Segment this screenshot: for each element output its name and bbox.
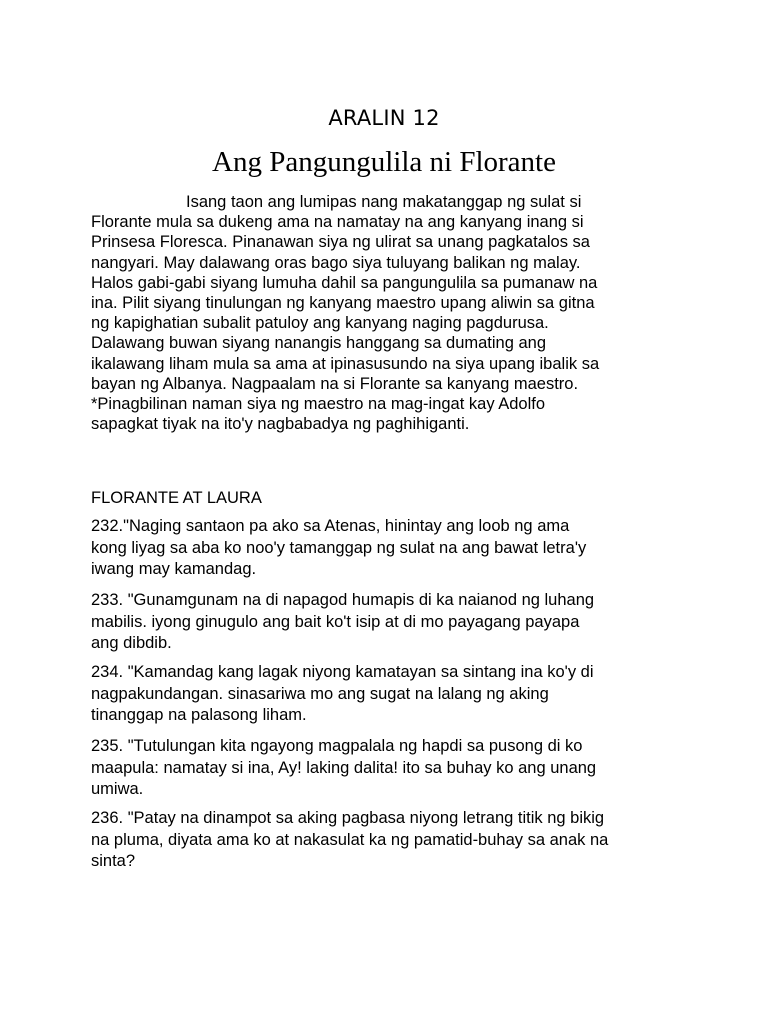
stanza-line: 235. "Tutulungan kita ngayong magpalala ng hapdi sa pusong di ko [91,737,583,755]
summary-line: ina. Pilit siyang tinulungan ng kanyang maestro upang aliwin sa gitna [91,294,595,313]
stanza-233 [91,590,691,655]
summary-line: Isang taon ang lumipas nang makatanggap ng sulat si [186,193,582,211]
summary-line: *Pinagbilinan naman siya ng maestro na mag-ingat kay Adolfo [91,395,546,414]
summary-line: Florante mula sa dukeng ama na namatay na ang kanyang inang si [91,213,584,232]
stanza-line: ang dibdib. [91,634,172,652]
stanza-line: kong liyag sa aba ko noo'y tamanggap ng sulat na ang bawat letra'y [91,538,587,557]
stanza-232 [91,516,691,581]
stanza-line: mabilis. iyong ginugulo ang bait ko't isip at di mo payagang payapa [91,612,580,631]
stanza-line: 236. "Patay na dinampot sa aking pagbasa niyong letrang titik ng bikig [91,809,605,827]
summary-line: Prinsesa Floresca. Pinanawan siya ng ulirat sa unang pagkatalos sa [91,233,590,252]
summary-line: Dalawang buwan siyang nanangis hanggang sa dumating ang [91,334,547,353]
stanza-line: na pluma, diyata ama ko at nakasulat ka ng pamatid-buhay sa anak na [91,830,609,849]
section-heading: FLORANTE AT LAURA [91,489,262,507]
stanza-line: umiwa. [91,780,144,798]
summary-line: Halos gabi-gabi siyang lumuha dahil sa pangungulila sa pumanaw na [91,273,598,292]
stanza-line: 233. "Gunamgunam na di napagod humapis di ka naianod ng luhang [91,591,595,609]
lesson-label: ARALIN 12 [328,106,440,130]
stanza-line: 234. "Kamandag kang lagak niyong kamatayan sa sintang ina ko'y di [91,663,594,681]
stanza-line: sinta? [91,852,136,870]
page-title: Ang Pangungulila ni Florante [212,146,556,178]
summary-paragraph [91,192,691,434]
stanza-line: iwang may kamandag. [91,560,257,578]
summary-line: ikalawang liham mula sa ama at ipinasusundo na siya upang ibalik sa [91,354,600,373]
stanza-236 [91,808,691,873]
summary-line: bayan ng Albanya. Nagpaalam na si Florante sa kanyang maestro. [91,374,579,393]
stanza-line: nagpakundangan. sinasariwa mo ang sugat na lalang ng aking [91,684,549,703]
summary-line: nangyari. May dalawang oras bago siya tuluyang balikan ng malay. [91,253,581,272]
summary-line: sapagkat tiyak na ito'y nagbabadya ng paghihiganti. [91,415,470,434]
stanza-line: 232."Naging santaon pa ako sa Atenas, hinintay ang loob ng ama [91,517,570,535]
stanza-line: maapula: namatay si ina, Ay! laking dalita! ito sa buhay ko ang unang [91,758,597,777]
stanza-line: tinanggap na palasong liham. [91,706,307,724]
stanza-235 [91,736,691,801]
stanza-234 [91,662,691,727]
summary-line: ng kapighatian subalit patuloy ang kanyang naging pagdurusa. [91,314,549,333]
